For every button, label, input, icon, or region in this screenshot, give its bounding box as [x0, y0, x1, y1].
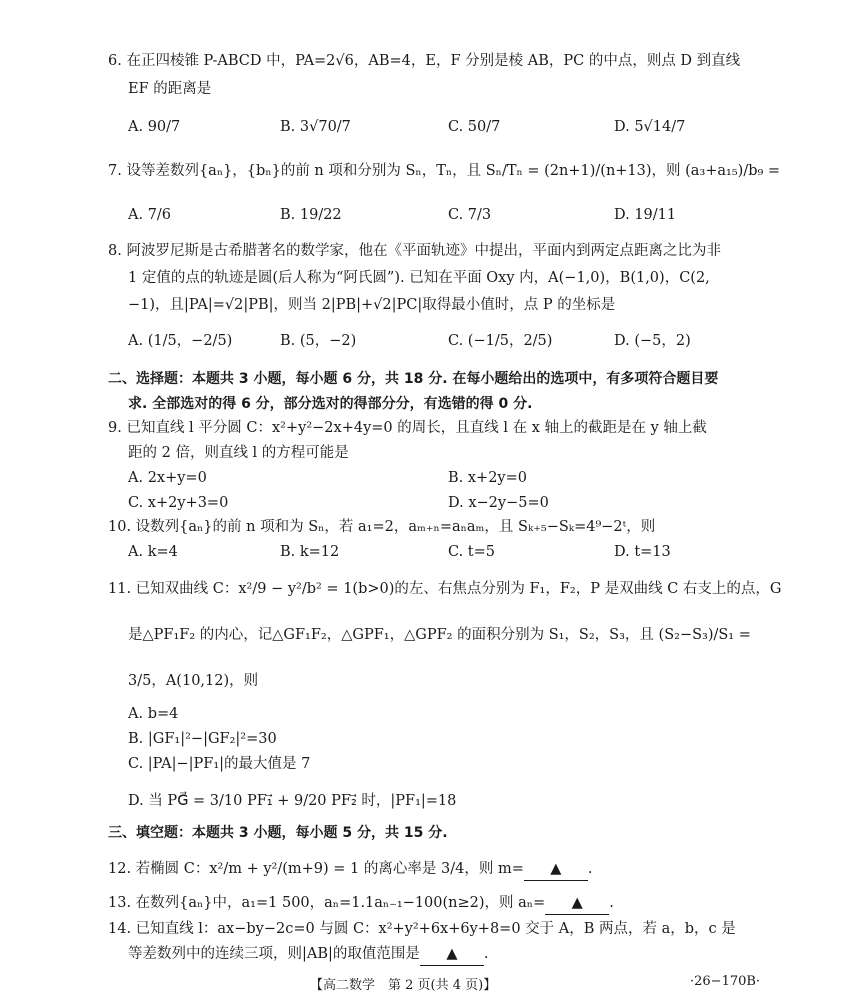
q12-text: 12. 若椭圆 C：x²/m + y²/(m+9) = 1 的离心率是 3/4，则 m= — [108, 861, 524, 877]
q11-option-d: D. 当 PG⃗ = 3/10 PF₁⃗ + 9/20 PF₂⃗ 时，|PF₁|=18 — [128, 793, 457, 809]
q10-option-a: A. k=4 — [128, 544, 178, 560]
q14-answer-blank[interactable] — [420, 943, 484, 966]
q14-stem-line1: 14. 已知直线 l：ax−by−2c=0 与圆 C：x²+y²+6x+6y+8=0 交于 A，B 两点，若 a，b，c 是 — [108, 921, 736, 937]
q8-stem-line1: 8. 阿波罗尼斯是古希腊著名的数学家，他在《平面轨迹》中提出，平面内到两定点距离之比为非 — [108, 243, 721, 259]
q11-option-b: B. |GF₁|²−|GF₂|²=30 — [128, 731, 277, 747]
section2-heading-line2: 求. 全部选对的得 6 分，部分选对的得部分分，有选错的得 0 分. — [128, 396, 533, 412]
q8-option-a: A. (1/5，−2/5) — [128, 333, 233, 349]
q13-text: 13. 在数列{aₙ}中，a₁=1 500，aₙ=1.1aₙ₋₁−100(n≥2)，则 aₙ= — [108, 895, 546, 911]
q6-stem-line2: EF 的距离是 — [128, 81, 212, 97]
q6-option-b: B. 3√70/7 — [280, 119, 351, 135]
q8-stem-line3: −1)，且|PA|=√2|PB|，则当 2|PB|+√2|PC|取得最小值时，点 P 的坐标是 — [128, 297, 616, 313]
q6-stem-line1: 6. 在正四棱锥 P-ABCD 中，PA=2√6，AB=4，E，F 分别是棱 AB，PC 的中点，则点 D 到直线 — [108, 53, 741, 69]
section3-heading: 三、填空题：本题共 3 小题，每小题 5 分，共 15 分. — [108, 825, 448, 841]
q12-period: . — [587, 861, 593, 877]
blank-triangle-icon: ▲ — [446, 946, 458, 962]
q12-stem — [108, 858, 592, 881]
q14-text: 等差数列中的连续三项，则|AB|的取值范围是 — [128, 946, 420, 962]
q11-option-a: A. b=4 — [128, 706, 179, 722]
q11-stem-line3: 3/5，A(10,12)，则 — [128, 673, 259, 689]
q7-option-b: B. 19/22 — [280, 207, 342, 223]
q7-option-d: D. 19/11 — [614, 207, 677, 223]
q11-stem-line1: 11. 已知双曲线 C：x²/9 − y²/b² = 1(b>0)的左、右焦点分别为 F₁，F₂，P 是双曲线 C 右支上的点，G — [108, 581, 782, 597]
footer-page-label: 【高二数学 第 2 页(共 4 页)】 — [310, 978, 497, 993]
q10-option-c: C. t=5 — [448, 544, 495, 560]
footer-code: ·26−170B· — [690, 974, 761, 989]
q11-option-c: C. |PA|−|PF₁|的最大值是 7 — [128, 756, 311, 772]
q8-stem-line2: 1 定值的点的轨迹是圆(后人称为“阿氏圆”). 已知在平面 Oxy 内，A(−1,0)，B(1,0)，C(2, — [128, 270, 710, 286]
q8-option-b: B. (5，−2) — [280, 333, 357, 349]
blank-triangle-icon: ▲ — [571, 895, 583, 911]
q13-period: . — [609, 895, 614, 911]
q9-option-d: D. x−2y−5=0 — [448, 495, 549, 511]
q7-stem: 7. 设等差数列{aₙ}，{bₙ}的前 n 项和分别为 Sₙ，Tₙ，且 Sₙ/Tₙ = (2n+1)/(n+13)，则 (a₃+a₁₅)/b₉ = — [108, 163, 781, 179]
q9-option-b: B. x+2y=0 — [448, 470, 527, 486]
q9-option-c: C. x+2y+3=0 — [128, 495, 229, 511]
q6-option-c: C. 50/7 — [448, 119, 501, 135]
q8-option-d: D. (−5，2) — [614, 333, 691, 349]
q14-stem-line2 — [128, 943, 489, 966]
q7-option-c: C. 7/3 — [448, 207, 492, 223]
q10-stem: 10. 设数列{aₙ}的前 n 项和为 Sₙ，若 a₁=2，aₘ₊ₙ=aₙaₘ，且 Sₖ₊₅−Sₖ=4⁹−2ᵗ，则 — [108, 519, 656, 535]
q10-option-d: D. t=13 — [614, 544, 671, 560]
q10-option-b: B. k=12 — [280, 544, 340, 560]
q9-stem-line1: 9. 已知直线 l 平分圆 C：x²+y²−2x+4y=0 的周长，且直线 l 在 x 轴上的截距是在 y 轴上截 — [108, 420, 707, 436]
q11-stem-line2: 是△PF₁F₂ 的内心，记△GF₁F₂，△GPF₁，△GPF₂ 的面积分别为 S₁，S₂，S₃，且 (S₂−S₃)/S₁ = — [128, 627, 751, 643]
q13-answer-blank[interactable] — [545, 892, 609, 915]
q6-option-a: A. 90/7 — [128, 119, 181, 135]
q9-stem-line2: 距的 2 倍，则直线 l 的方程可能是 — [128, 445, 349, 461]
section2-heading-line1: 二、选择题：本题共 3 小题，每小题 6 分，共 18 分. 在每小题给出的选项中，有多项符合题目要 — [108, 371, 719, 387]
q6-option-d: D. 5√14/7 — [614, 119, 686, 135]
q9-option-a: A. 2x+y=0 — [128, 470, 207, 486]
blank-triangle-icon: ▲ — [550, 861, 562, 877]
q13-stem — [108, 892, 614, 915]
q8-option-c: C. (−1/5，2/5) — [448, 333, 553, 349]
q14-period: . — [483, 946, 489, 962]
q12-answer-blank[interactable] — [524, 858, 588, 881]
q7-option-a: A. 7/6 — [128, 207, 172, 223]
